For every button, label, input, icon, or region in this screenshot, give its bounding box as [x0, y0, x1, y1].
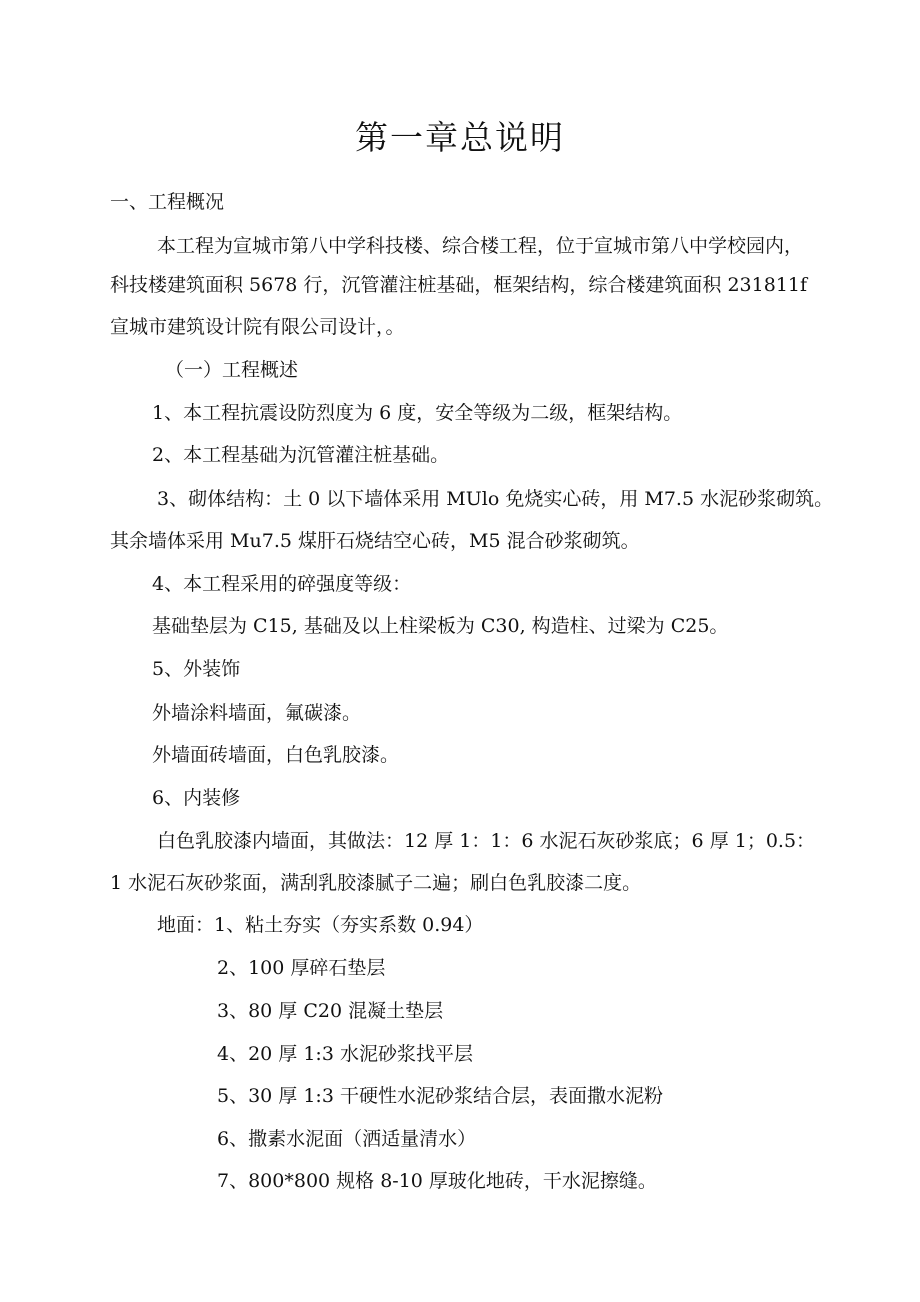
item-5-line-2: 外墙面砖墙面，白色乳胶漆。 — [152, 744, 400, 766]
item-4-detail: 基础垫层为 C15, 基础及以上柱梁板为 C30, 构造柱、过梁为 C25。 — [152, 615, 729, 637]
item-3-line-2: 其余墙体采用 Mu7.5 煤肝石烧结空心砖，M5 混合砂浆砌筑。 — [110, 530, 640, 552]
floor-step: 3、80 厚 C20 混凝土垫层 — [217, 1000, 444, 1022]
item-4: 4、本工程采用的碎强度等级： — [152, 573, 412, 595]
floor-step: 5、30 厚 1:3 干硬性水泥砂浆结合层，表面撒水泥粉 — [217, 1085, 663, 1107]
section-heading: 一、工程概况 — [110, 191, 225, 213]
item-3-line-1: 3、砌体结构：土 0 以下墙体采用 MUlo 免烧实心砖，用 M7.5 水泥砂浆砌筑。 — [157, 488, 834, 510]
floor-step: 7、800*800 规格 8-10 厚玻化地砖，干水泥擦缝。 — [217, 1170, 657, 1192]
intro-line-2: 科技楼建筑面积 5678 行，沉管灌注桩基础，框架结构，综合楼建筑面积 231811f — [110, 274, 808, 296]
floor-step: 4、20 厚 1:3 水泥砂浆找平层 — [217, 1043, 473, 1065]
item-5: 5、外装饰 — [152, 658, 241, 680]
item-6-line-1: 白色乳胶漆内墙面，其做法：12 厚 1：1：6 水泥石灰砂浆底；6 厚 1；0.5： — [157, 830, 816, 852]
item-2: 2、本工程基础为沉管灌注桩基础。 — [152, 444, 450, 466]
intro-line-1: 本工程为宣城市第八中学科技楼、综合楼工程，位于宣城市第八中学校园内， — [157, 235, 804, 257]
item-5-line-1: 外墙涂料墙面，氟碳漆。 — [152, 702, 362, 724]
floor-label: 地面：1、粘土夯实（夯实系数 0.94） — [157, 914, 484, 936]
intro-line-3: 宣城市建筑设计院有限公司设计，。 — [110, 316, 405, 338]
subsection-heading: （一）工程概述 — [165, 359, 299, 381]
floor-step: 2、100 厚碎石垫层 — [217, 957, 386, 979]
item-6: 6、内装修 — [152, 787, 241, 809]
item-6-line-2: 1 水泥石灰砂浆面，满刮乳胶漆腻子二遍；刷白色乳胶漆二度。 — [110, 872, 642, 894]
floor-step: 6、撒素水泥面（洒适量清水） — [217, 1128, 477, 1150]
page-title: 第一章总说明 — [355, 118, 565, 157]
item-1: 1、本工程抗震设防烈度为 6 度，安全等级为二级，框架结构。 — [152, 402, 683, 424]
